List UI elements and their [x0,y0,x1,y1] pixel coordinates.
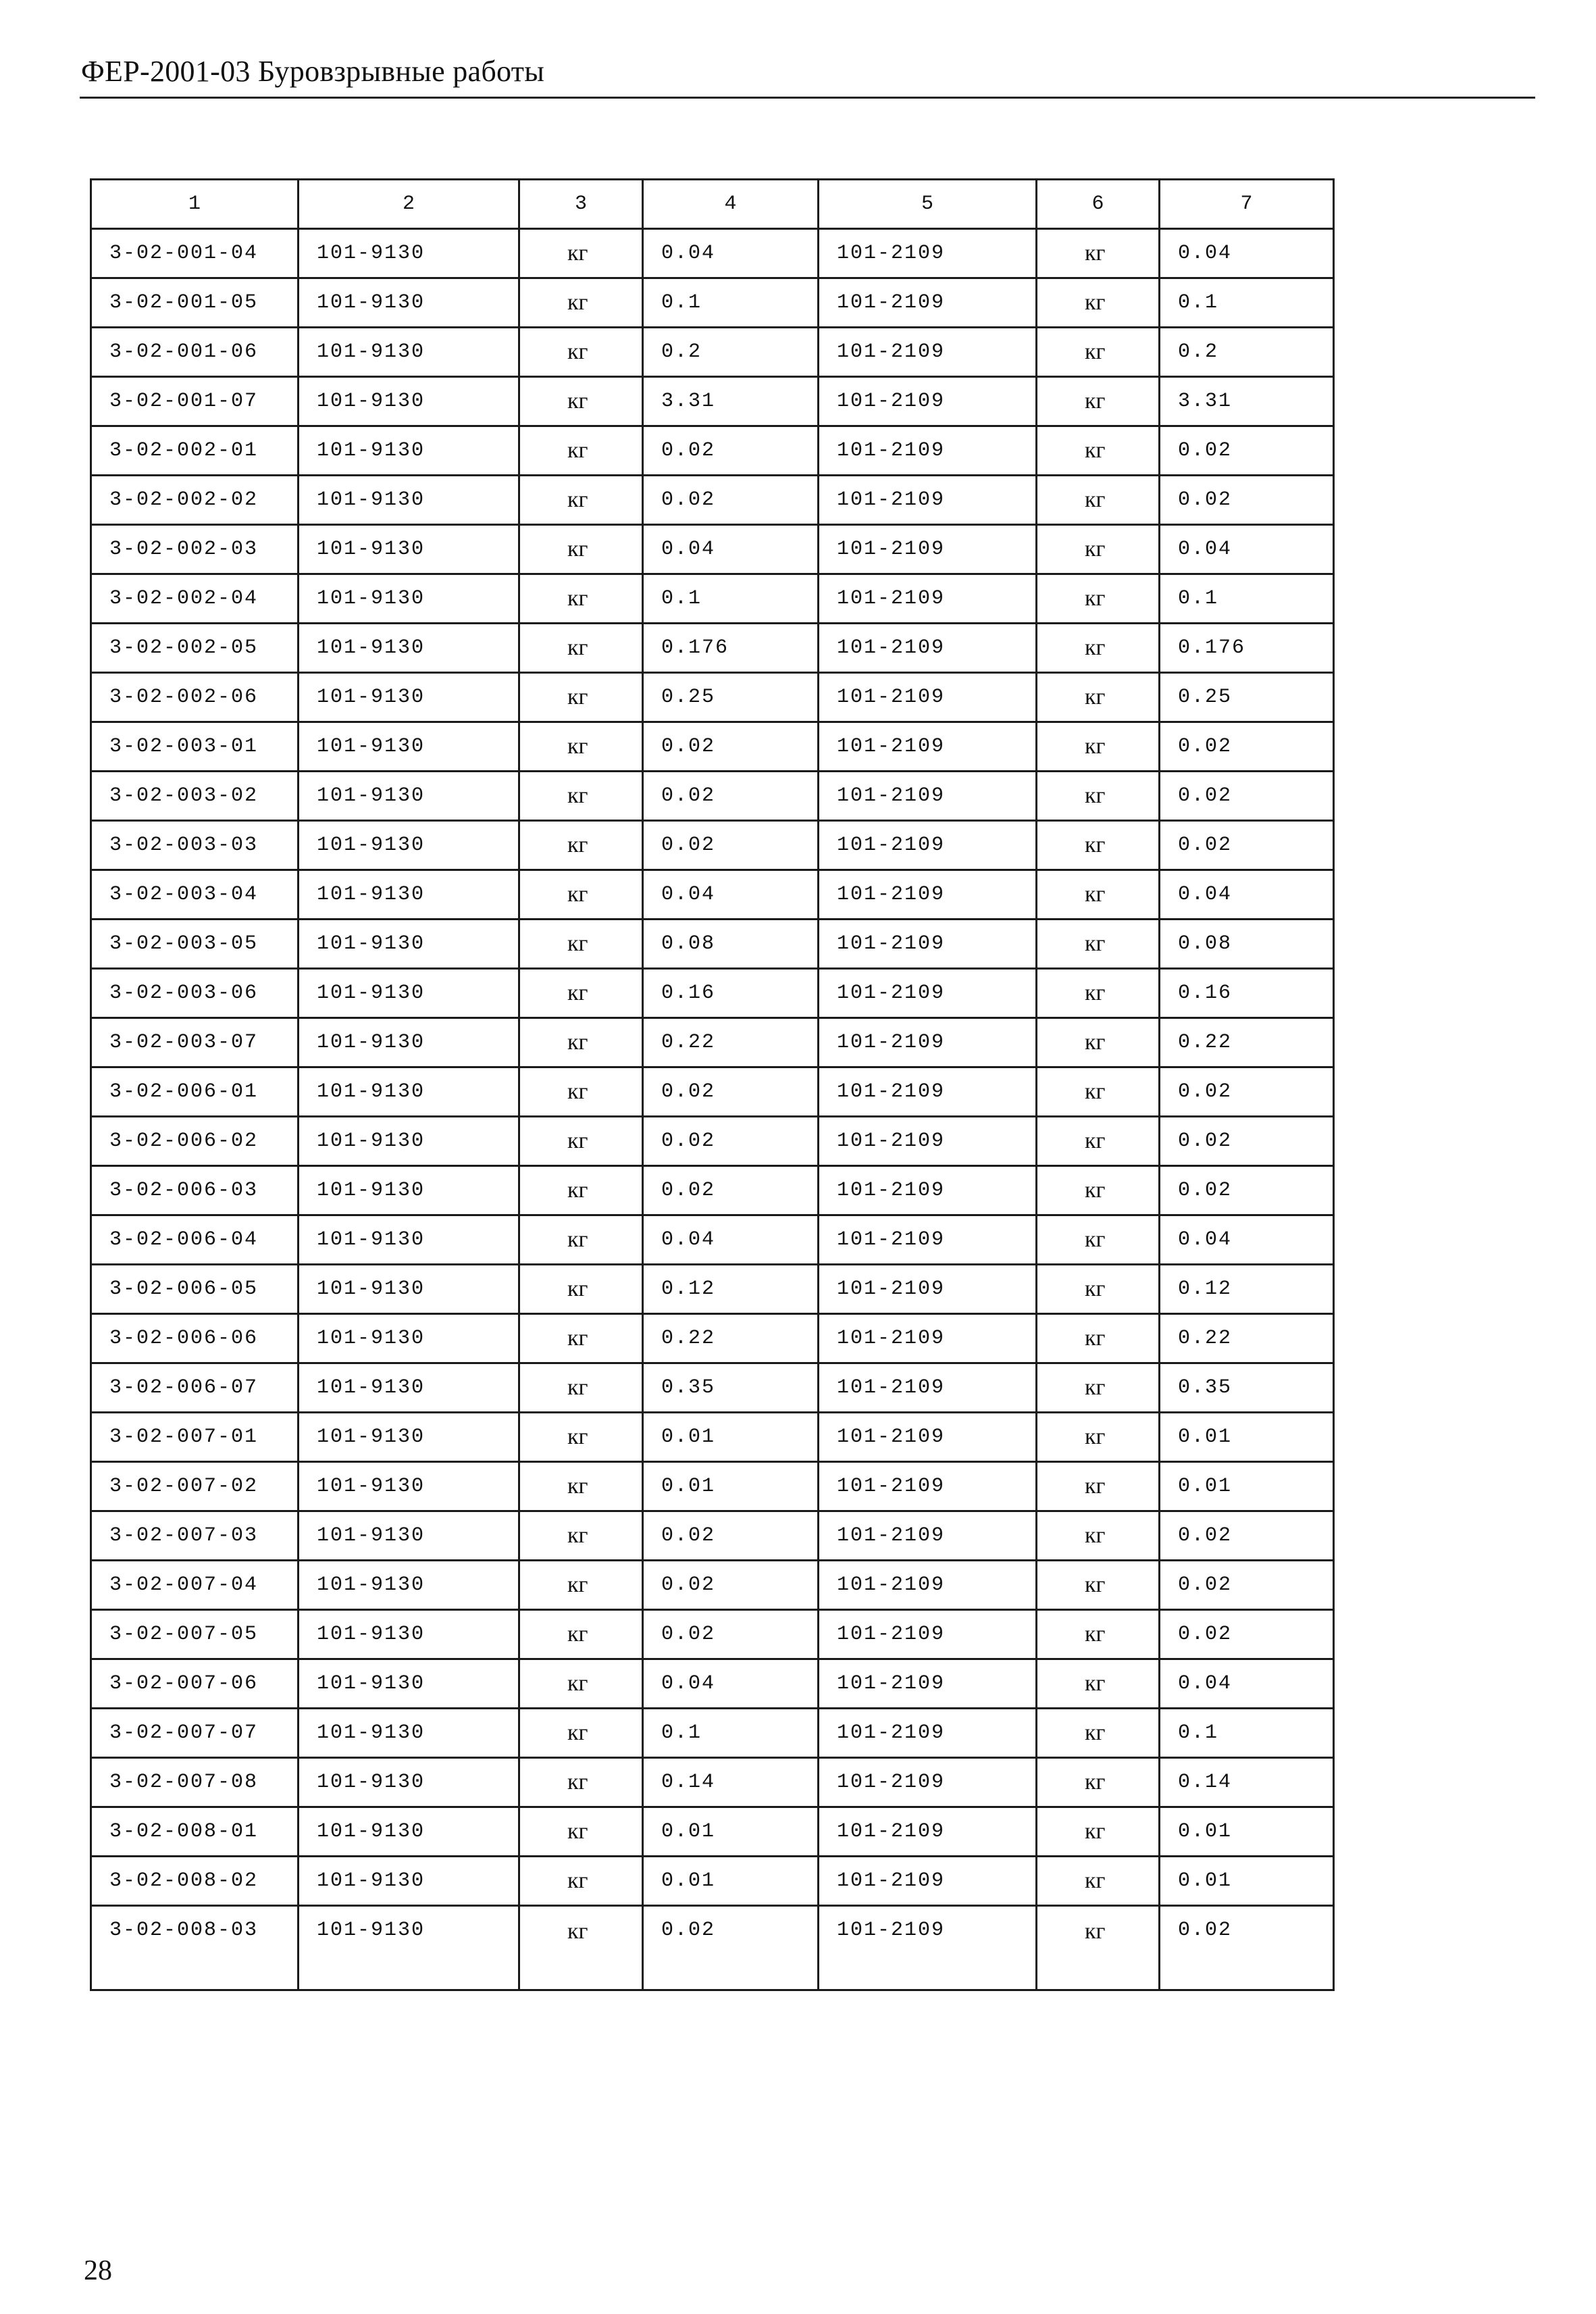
table-row [91,1511,1334,1561]
column-header-2: 2 [299,180,519,229]
cell-code: 3-02-002-04 [91,574,299,624]
cell-resource-code-2: 101-2109 [819,969,1037,1018]
cell-code: 3-02-003-02 [91,772,299,821]
table-row [91,426,1334,476]
cell-unit-1: кг [519,328,643,377]
cell-unit-2: кг [1037,722,1160,772]
cell-quantity-2: 0.02 [1160,476,1334,525]
header-rule [80,97,1535,99]
cell-quantity-1: 0.04 [643,525,819,574]
cell-unit-2: кг [1037,525,1160,574]
cell-quantity-1: 0.25 [643,673,819,722]
cell-quantity-1: 0.08 [643,920,819,969]
cell-resource-code-1: 101-9130 [299,525,519,574]
cell-resource-code-2: 101-2109 [819,772,1037,821]
cell-unit-2: кг [1037,1166,1160,1215]
column-header-6: 6 [1037,180,1160,229]
cell-resource-code-1: 101-9130 [299,1215,519,1265]
cell-resource-code-2: 101-2109 [819,1413,1037,1462]
table-row [91,1561,1334,1610]
cell-resource-code-2: 101-2109 [819,1906,1037,1990]
cell-quantity-1: 0.01 [643,1807,819,1857]
cell-quantity-2: 0.1 [1160,574,1334,624]
table-row [91,1314,1334,1363]
cell-unit-1: кг [519,1561,643,1610]
cell-resource-code-2: 101-2109 [819,1215,1037,1265]
cell-unit-1: кг [519,920,643,969]
cell-unit-1: кг [519,574,643,624]
table-row [91,969,1334,1018]
column-header-3: 3 [519,180,643,229]
cell-resource-code-1: 101-9130 [299,722,519,772]
table-row [91,673,1334,722]
cell-quantity-1: 0.02 [643,772,819,821]
cell-resource-code-1: 101-9130 [299,673,519,722]
cell-code: 3-02-007-06 [91,1659,299,1709]
cell-quantity-2: 0.02 [1160,426,1334,476]
cell-code: 3-02-007-07 [91,1709,299,1758]
cell-unit-2: кг [1037,1610,1160,1659]
cell-unit-1: кг [519,969,643,1018]
cell-unit-2: кг [1037,1906,1160,1990]
cell-quantity-2: 0.04 [1160,229,1334,278]
cell-quantity-1: 0.01 [643,1462,819,1511]
cell-quantity-1: 0.2 [643,328,819,377]
cell-unit-1: кг [519,1659,643,1709]
cell-resource-code-1: 101-9130 [299,1758,519,1807]
cell-unit-1: кг [519,1462,643,1511]
cell-quantity-2: 0.01 [1160,1413,1334,1462]
table-row [91,1758,1334,1807]
cell-resource-code-1: 101-9130 [299,1906,519,1990]
cell-quantity-1: 0.04 [643,1659,819,1709]
cell-code: 3-02-007-01 [91,1413,299,1462]
cell-resource-code-2: 101-2109 [819,1758,1037,1807]
cell-unit-1: кг [519,870,643,920]
cell-unit-2: кг [1037,1561,1160,1610]
cell-quantity-2: 0.1 [1160,278,1334,328]
cell-resource-code-2: 101-2109 [819,1610,1037,1659]
cell-resource-code-1: 101-9130 [299,969,519,1018]
cell-quantity-1: 0.12 [643,1265,819,1314]
cell-code: 3-02-002-01 [91,426,299,476]
cell-unit-1: кг [519,1413,643,1462]
cell-code: 3-02-008-02 [91,1857,299,1906]
cell-resource-code-2: 101-2109 [819,1511,1037,1561]
cell-quantity-2: 0.02 [1160,821,1334,870]
cell-quantity-2: 0.04 [1160,1215,1334,1265]
cell-quantity-2: 0.01 [1160,1857,1334,1906]
column-header-7: 7 [1160,180,1334,229]
cell-unit-1: кг [519,229,643,278]
cell-quantity-2: 0.01 [1160,1807,1334,1857]
cell-quantity-1: 0.1 [643,278,819,328]
cell-quantity-1: 0.02 [643,1117,819,1166]
cell-unit-1: кг [519,821,643,870]
cell-unit-2: кг [1037,1265,1160,1314]
cell-unit-2: кг [1037,821,1160,870]
column-header-5: 5 [819,180,1037,229]
cell-unit-1: кг [519,377,643,426]
cell-quantity-1: 0.02 [643,426,819,476]
cell-resource-code-1: 101-9130 [299,1807,519,1857]
cell-unit-1: кг [519,1857,643,1906]
cell-quantity-1: 0.04 [643,1215,819,1265]
cell-unit-1: кг [519,1018,643,1067]
cell-resource-code-2: 101-2109 [819,821,1037,870]
cell-unit-2: кг [1037,1462,1160,1511]
cell-quantity-2: 0.02 [1160,1906,1334,1990]
cell-resource-code-2: 101-2109 [819,229,1037,278]
cell-resource-code-2: 101-2109 [819,1117,1037,1166]
cell-code: 3-02-001-07 [91,377,299,426]
cell-code: 3-02-003-03 [91,821,299,870]
cell-resource-code-2: 101-2109 [819,426,1037,476]
table-row [91,870,1334,920]
cell-quantity-2: 0.1 [1160,1709,1334,1758]
cell-quantity-2: 0.04 [1160,525,1334,574]
table-body [91,180,1334,1990]
cell-resource-code-1: 101-9130 [299,920,519,969]
cell-unit-2: кг [1037,1758,1160,1807]
cell-quantity-1: 0.01 [643,1857,819,1906]
cell-quantity-2: 0.176 [1160,624,1334,673]
cell-resource-code-2: 101-2109 [819,1561,1037,1610]
cell-code: 3-02-008-01 [91,1807,299,1857]
cell-resource-code-1: 101-9130 [299,1413,519,1462]
table-row [91,1215,1334,1265]
table-row [91,1413,1334,1462]
cell-code: 3-02-003-06 [91,969,299,1018]
cell-code: 3-02-007-03 [91,1511,299,1561]
cell-quantity-2: 0.25 [1160,673,1334,722]
cell-quantity-2: 0.02 [1160,1511,1334,1561]
cell-unit-2: кг [1037,574,1160,624]
cell-unit-2: кг [1037,870,1160,920]
column-header-4: 4 [643,180,819,229]
cell-resource-code-2: 101-2109 [819,278,1037,328]
cell-unit-2: кг [1037,1018,1160,1067]
cell-resource-code-1: 101-9130 [299,328,519,377]
cell-unit-1: кг [519,476,643,525]
cell-code: 3-02-007-02 [91,1462,299,1511]
cell-code: 3-02-007-04 [91,1561,299,1610]
cell-quantity-1: 0.02 [643,722,819,772]
cell-code: 3-02-006-06 [91,1314,299,1363]
cell-resource-code-2: 101-2109 [819,1363,1037,1413]
cell-quantity-2: 0.12 [1160,1265,1334,1314]
cell-unit-1: кг [519,1363,643,1413]
cell-quantity-2: 0.2 [1160,328,1334,377]
cell-resource-code-1: 101-9130 [299,821,519,870]
table-row [91,377,1334,426]
cell-code: 3-02-003-01 [91,722,299,772]
cell-quantity-2: 0.02 [1160,772,1334,821]
cell-resource-code-1: 101-9130 [299,870,519,920]
cell-resource-code-1: 101-9130 [299,1561,519,1610]
cell-resource-code-2: 101-2109 [819,920,1037,969]
cell-unit-2: кг [1037,969,1160,1018]
table-row [91,1610,1334,1659]
cell-resource-code-2: 101-2109 [819,377,1037,426]
cell-unit-2: кг [1037,278,1160,328]
cell-unit-2: кг [1037,1117,1160,1166]
cell-resource-code-2: 101-2109 [819,525,1037,574]
table-row [91,1709,1334,1758]
cell-code: 3-02-001-05 [91,278,299,328]
cell-quantity-1: 0.04 [643,870,819,920]
cell-unit-2: кг [1037,920,1160,969]
cell-quantity-2: 0.04 [1160,1659,1334,1709]
cell-quantity-1: 0.02 [643,1166,819,1215]
cell-code: 3-02-007-05 [91,1610,299,1659]
cell-unit-2: кг [1037,1363,1160,1413]
cell-resource-code-1: 101-9130 [299,1610,519,1659]
cell-quantity-1: 0.14 [643,1758,819,1807]
cell-resource-code-1: 101-9130 [299,377,519,426]
cell-unit-1: кг [519,624,643,673]
table-row [91,1166,1334,1215]
page-number: 28 [84,2255,112,2286]
cell-unit-2: кг [1037,772,1160,821]
cell-quantity-1: 0.35 [643,1363,819,1413]
cell-unit-1: кг [519,1067,643,1117]
cell-quantity-2: 3.31 [1160,377,1334,426]
cell-quantity-2: 0.02 [1160,1610,1334,1659]
cell-unit-1: кг [519,772,643,821]
cell-code: 3-02-008-03 [91,1906,299,1990]
cell-quantity-1: 0.02 [643,1067,819,1117]
cell-resource-code-2: 101-2109 [819,673,1037,722]
cell-code: 3-02-002-05 [91,624,299,673]
cell-quantity-1: 0.02 [643,1610,819,1659]
cell-code: 3-02-003-04 [91,870,299,920]
cell-resource-code-1: 101-9130 [299,426,519,476]
cell-resource-code-1: 101-9130 [299,1709,519,1758]
cell-code: 3-02-007-08 [91,1758,299,1807]
column-header-1: 1 [91,180,299,229]
cell-unit-1: кг [519,1511,643,1561]
cell-quantity-1: 0.04 [643,229,819,278]
cell-unit-1: кг [519,525,643,574]
table-row [91,920,1334,969]
cell-resource-code-2: 101-2109 [819,1018,1037,1067]
cell-unit-2: кг [1037,476,1160,525]
table-row [91,1857,1334,1906]
table-header-row [91,180,1334,229]
cell-unit-2: кг [1037,1314,1160,1363]
cell-unit-1: кг [519,1807,643,1857]
cell-resource-code-1: 101-9130 [299,624,519,673]
cell-quantity-2: 0.22 [1160,1314,1334,1363]
cell-resource-code-1: 101-9130 [299,229,519,278]
cell-quantity-1: 0.02 [643,476,819,525]
cell-quantity-2: 0.16 [1160,969,1334,1018]
cell-unit-2: кг [1037,1511,1160,1561]
cell-resource-code-2: 101-2109 [819,624,1037,673]
cell-resource-code-1: 101-9130 [299,1857,519,1906]
cell-resource-code-1: 101-9130 [299,1018,519,1067]
cell-unit-1: кг [519,1610,643,1659]
table-row [91,328,1334,377]
cell-code: 3-02-002-06 [91,673,299,722]
cell-quantity-2: 0.02 [1160,1166,1334,1215]
cell-quantity-1: 0.02 [643,821,819,870]
cell-quantity-1: 0.02 [643,1561,819,1610]
cell-code: 3-02-006-04 [91,1215,299,1265]
cell-resource-code-2: 101-2109 [819,328,1037,377]
table-row [91,722,1334,772]
cell-quantity-2: 0.02 [1160,1117,1334,1166]
table-row [91,1659,1334,1709]
cell-resource-code-1: 101-9130 [299,1166,519,1215]
table-row [91,772,1334,821]
cell-unit-1: кг [519,673,643,722]
table-row [91,1018,1334,1067]
cell-code: 3-02-001-06 [91,328,299,377]
cell-code: 3-02-006-07 [91,1363,299,1413]
cell-quantity-1: 0.01 [643,1413,819,1462]
cell-resource-code-1: 101-9130 [299,1265,519,1314]
cell-resource-code-1: 101-9130 [299,574,519,624]
cell-quantity-1: 0.1 [643,574,819,624]
table-row [91,574,1334,624]
cell-quantity-2: 0.02 [1160,1067,1334,1117]
cell-resource-code-1: 101-9130 [299,772,519,821]
cell-resource-code-2: 101-2109 [819,1462,1037,1511]
cell-unit-1: кг [519,1314,643,1363]
table-row [91,476,1334,525]
table-row [91,1906,1334,1990]
cell-resource-code-2: 101-2109 [819,1067,1037,1117]
table-row [91,1462,1334,1511]
cell-resource-code-2: 101-2109 [819,870,1037,920]
cell-code: 3-02-003-07 [91,1018,299,1067]
table-row [91,278,1334,328]
cell-unit-1: кг [519,1215,643,1265]
cell-unit-1: кг [519,1906,643,1990]
cell-resource-code-1: 101-9130 [299,278,519,328]
cell-unit-1: кг [519,1117,643,1166]
cell-quantity-2: 0.35 [1160,1363,1334,1413]
cell-resource-code-2: 101-2109 [819,1709,1037,1758]
cell-quantity-1: 0.16 [643,969,819,1018]
cell-code: 3-02-006-02 [91,1117,299,1166]
cell-unit-2: кг [1037,1857,1160,1906]
table-row [91,1117,1334,1166]
cell-resource-code-2: 101-2109 [819,1166,1037,1215]
cell-code: 3-02-006-01 [91,1067,299,1117]
cell-unit-2: кг [1037,1659,1160,1709]
cell-resource-code-2: 101-2109 [819,574,1037,624]
cell-resource-code-2: 101-2109 [819,1857,1037,1906]
cell-resource-code-1: 101-9130 [299,1511,519,1561]
cell-quantity-2: 0.04 [1160,870,1334,920]
cell-resource-code-1: 101-9130 [299,1314,519,1363]
cell-resource-code-1: 101-9130 [299,1363,519,1413]
table-row [91,821,1334,870]
cell-quantity-2: 0.14 [1160,1758,1334,1807]
cell-unit-2: кг [1037,1413,1160,1462]
cell-quantity-2: 0.22 [1160,1018,1334,1067]
cell-unit-2: кг [1037,426,1160,476]
table-row [91,1807,1334,1857]
resource-table [90,178,1335,1991]
cell-resource-code-2: 101-2109 [819,1265,1037,1314]
cell-code: 3-02-002-03 [91,525,299,574]
cell-code: 3-02-006-03 [91,1166,299,1215]
cell-unit-1: кг [519,1265,643,1314]
cell-resource-code-2: 101-2109 [819,722,1037,772]
table-row [91,525,1334,574]
cell-code: 3-02-003-05 [91,920,299,969]
cell-unit-2: кг [1037,229,1160,278]
cell-code: 3-02-001-04 [91,229,299,278]
cell-quantity-2: 0.01 [1160,1462,1334,1511]
cell-resource-code-2: 101-2109 [819,476,1037,525]
cell-quantity-2: 0.02 [1160,722,1334,772]
cell-unit-2: кг [1037,1807,1160,1857]
cell-resource-code-2: 101-2109 [819,1659,1037,1709]
table-row [91,1067,1334,1117]
cell-unit-2: кг [1037,377,1160,426]
cell-quantity-1: 0.22 [643,1018,819,1067]
cell-resource-code-2: 101-2109 [819,1314,1037,1363]
cell-quantity-2: 0.08 [1160,920,1334,969]
table-row [91,1265,1334,1314]
cell-quantity-1: 0.1 [643,1709,819,1758]
table-row [91,624,1334,673]
cell-unit-2: кг [1037,1215,1160,1265]
cell-unit-1: кг [519,1709,643,1758]
page-title: ФЕР-2001-03 Буровзрывные работы [81,55,545,88]
cell-unit-1: кг [519,426,643,476]
cell-unit-2: кг [1037,1709,1160,1758]
cell-resource-code-1: 101-9130 [299,476,519,525]
cell-unit-1: кг [519,278,643,328]
cell-unit-2: кг [1037,1067,1160,1117]
cell-resource-code-2: 101-2109 [819,1807,1037,1857]
cell-code: 3-02-002-02 [91,476,299,525]
cell-resource-code-1: 101-9130 [299,1067,519,1117]
cell-unit-2: кг [1037,328,1160,377]
cell-quantity-2: 0.02 [1160,1561,1334,1610]
cell-quantity-1: 0.02 [643,1511,819,1561]
cell-quantity-1: 0.22 [643,1314,819,1363]
cell-unit-2: кг [1037,624,1160,673]
cell-resource-code-1: 101-9130 [299,1117,519,1166]
table-row [91,1363,1334,1413]
cell-quantity-1: 0.176 [643,624,819,673]
table-row [91,229,1334,278]
cell-unit-1: кг [519,1758,643,1807]
cell-resource-code-1: 101-9130 [299,1659,519,1709]
cell-quantity-1: 3.31 [643,377,819,426]
cell-unit-1: кг [519,722,643,772]
cell-quantity-1: 0.02 [643,1906,819,1990]
cell-unit-1: кг [519,1166,643,1215]
cell-code: 3-02-006-05 [91,1265,299,1314]
cell-resource-code-1: 101-9130 [299,1462,519,1511]
cell-unit-2: кг [1037,673,1160,722]
